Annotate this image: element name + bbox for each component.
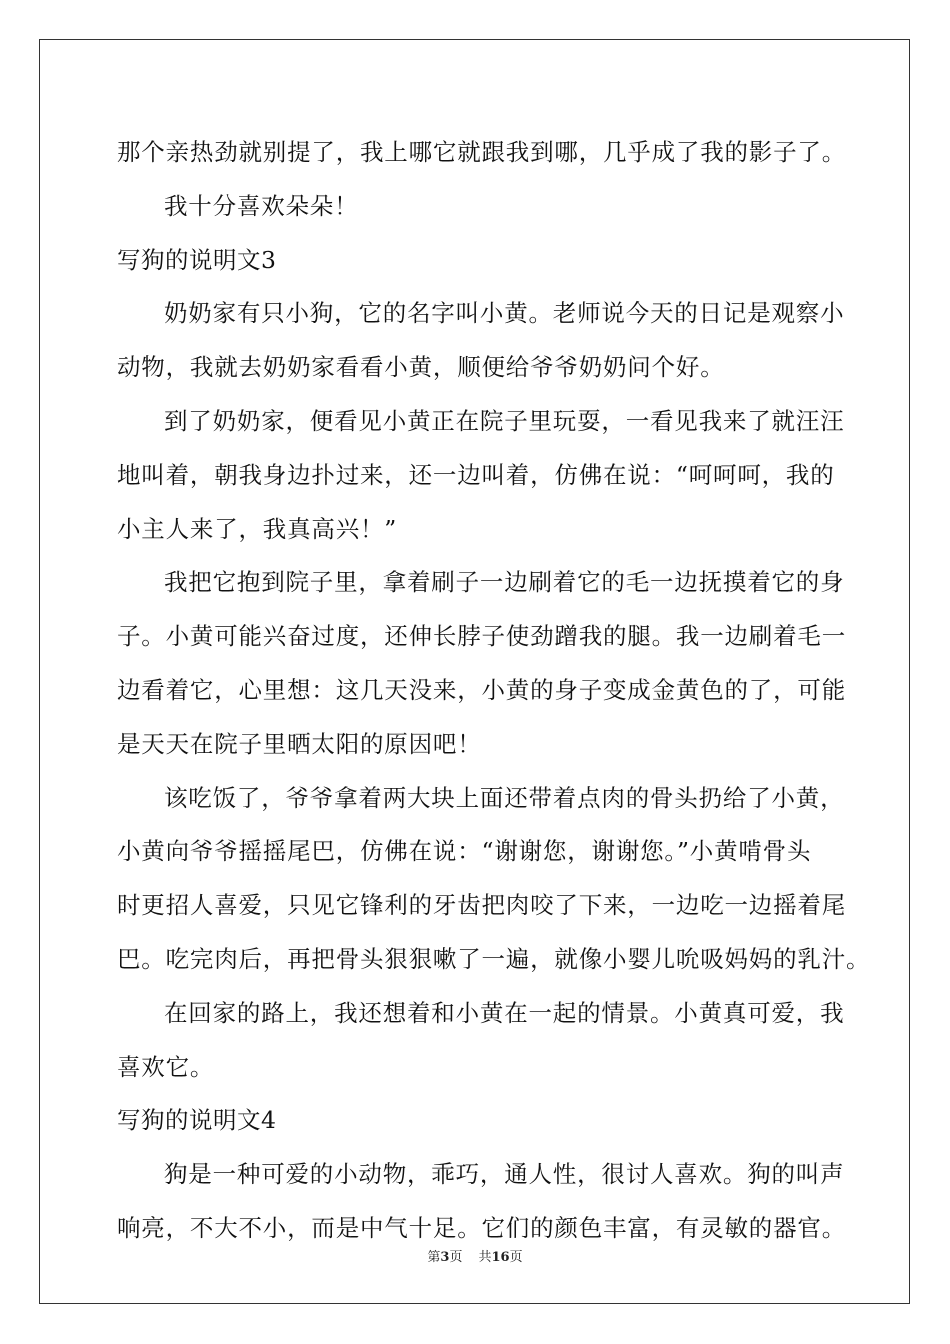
page-number: 3	[440, 1250, 450, 1265]
paragraph-line: 是天天在院子里晒太阳的原因吧！	[117, 729, 482, 758]
paragraph-line: 奶奶家有只小狗，它的名字叫小黄。老师说今天的日记是观察小	[164, 299, 845, 328]
document-body	[117, 126, 871, 1256]
paragraph-line: 在回家的路上，我还想着和小黄在一起的情景。小黄真可爱，我	[164, 998, 845, 1027]
paragraph-line: 到了奶奶家，便看见小黄正在院子里玩耍，一看见我来了就汪汪	[164, 406, 845, 435]
total-pages: 16	[491, 1250, 510, 1265]
section-heading: 写狗的说明文4	[117, 1106, 277, 1135]
paragraph-line: 我十分喜欢朵朵！	[164, 191, 359, 220]
paragraph-line: 边看着它，心里想：这几天没来，小黄的身子变成金黄色的了，可能	[117, 675, 846, 704]
total-prefix: 共	[478, 1250, 492, 1265]
page-prefix: 第	[427, 1250, 441, 1265]
paragraph-line: 动物，我就去奶奶家看看小黄，顺便给爷爷奶奶问个好。	[117, 353, 725, 382]
paragraph-line: 我把它抱到院子里，拿着刷子一边刷着它的毛一边抚摸着它的身	[164, 568, 845, 597]
paragraph-line: 该吃饭了，爷爷拿着两大块上面还带着点肉的骨头扔给了小黄，	[164, 783, 845, 812]
paragraph-line: 小主人来了，我真高兴！”	[117, 514, 398, 543]
paragraph-line: 那个亲热劲就别提了，我上哪它就跟我到哪，几乎成了我的影子了。	[117, 138, 846, 166]
paragraph-line: 地叫着，朝我身边扑过来，还一边叫着，仿佛在说：“呵呵呵，我的	[117, 460, 835, 489]
total-suffix: 页	[509, 1250, 523, 1265]
page-footer	[0, 1246, 950, 1265]
paragraph-line: 狗是一种可爱的小动物，乖巧，通人性，很讨人喜欢。狗的叫声	[164, 1160, 845, 1189]
paragraph-line: 子。小黄可能兴奋过度，还伸长脖子使劲蹭我的腿。我一边刷着毛一	[117, 622, 846, 651]
page-suffix: 页	[449, 1250, 463, 1265]
paragraph-line: 小黄向爷爷摇摇尾巴，仿佛在说：“谢谢您，谢谢您。”小黄啃骨头	[117, 837, 812, 866]
paragraph-line: 喜欢它。	[117, 1052, 215, 1081]
paragraph-line: 响亮，不大不小，而是中气十足。它们的颜色丰富，有灵敏的器官。	[117, 1213, 846, 1242]
section-heading: 写狗的说明文3	[117, 245, 277, 274]
paragraph-line: 巴。吃完肉后，再把骨头狠狠嗽了一遍，就像小婴儿吮吸妈妈的乳汁。	[117, 944, 871, 973]
paragraph-line: 时更招人喜爱，只见它锋利的牙齿把肉咬了下来，一边吃一边摇着尾	[117, 891, 846, 920]
